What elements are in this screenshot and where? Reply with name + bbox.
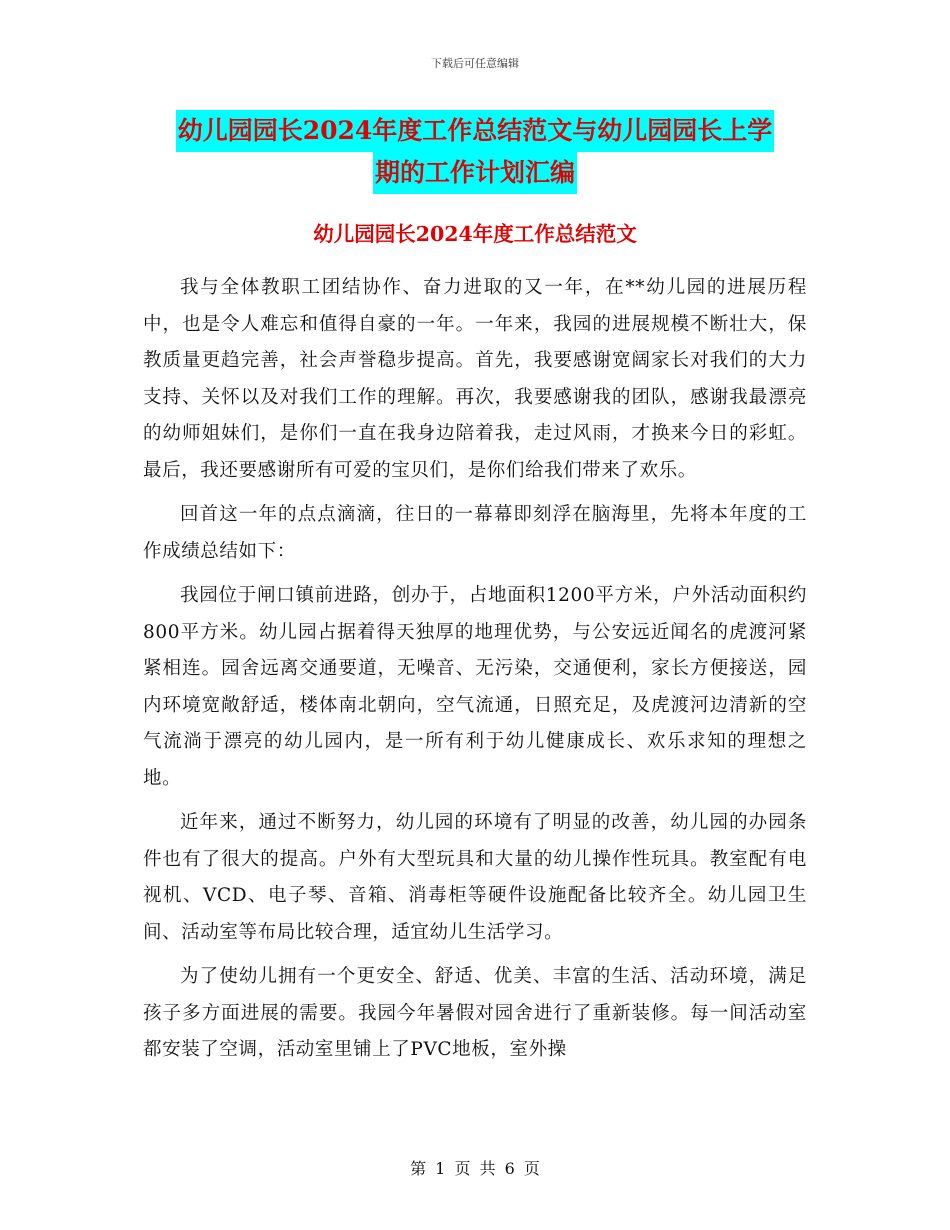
page-header-note: 下载后可任意编辑 [431,57,519,70]
document-title-line-1: 幼儿园园长2024年度工作总结范文与幼儿园园长上学 [176,110,775,152]
paragraph: 近年来，通过不断努力，幼儿园的环境有了明显的改善，幼儿园的办园条件也有了很大的提高。户外有大型玩具和大量的幼儿操作性玩具。教室配有电视机、VCD、电子琴、音箱、消毒柜等硬件设施配备比较齐全。幼儿园卫生间、活动室等布局比较合理，适宜幼儿生活学习。 [143,812,807,943]
document-title [140,110,810,194]
paragraph: 我与全体教职工团结协作、奋力进取的又一年，在**幼儿园的进展历程中，也是令人难忘和值得自豪的一年。一年来，我园的进展规模不断壮大，保教质量更趋完善，社会声誉稳步提高。首先，我要感谢宽阔家长对我们的大力支持、关怀以及对我们工作的理解。再次，我要感谢我的团队，感谢我最漂亮的幼师姐妹们，是你们一直在我身边陪着我，走过风雨，才换来今日的彩虹。最后，我还要感谢所有可爱的宝贝们，是你们给我们带来了欢乐。 [143,277,807,481]
section-title: 幼儿园园长2024年度工作总结范文 [313,222,637,246]
document-body [143,270,807,1077]
paragraph: 回首这一年的点点滴滴，往日的一幕幕即刻浮在脑海里，先将本年度的工作成绩总结如下： [143,504,807,562]
paragraph: 我园位于闸口镇前进路，创办于，占地面积1200平方米，户外活动面积约800平方米。幼儿园占据着得天独厚的地理优势，与公安远近闻名的虎渡河紧紧相连。园舍远离交通要道，无噪音、无污染，交通便利，家长方便接送，园内环境宽敞舒适，楼体南北朝向，空气流通，日照充足，及虎渡河边清新的空气流淌于漂亮的幼儿园内，是一所有利于幼儿健康成长、欢乐求知的理想之地。 [143,585,807,789]
paragraph: 为了使幼儿拥有一个更安全、舒适、优美、丰富的生活、活动环境，满足孩子多方面进展的需要。我园今年暑假对园舍进行了重新装修。每一间活动室都安装了空调，活动室里铺上了PVC地板，室外操 [143,966,807,1060]
page-number: 第 1 页 共 6 页 [410,1159,540,1178]
document-title-line-2: 期的工作计划汇编 [373,152,577,194]
